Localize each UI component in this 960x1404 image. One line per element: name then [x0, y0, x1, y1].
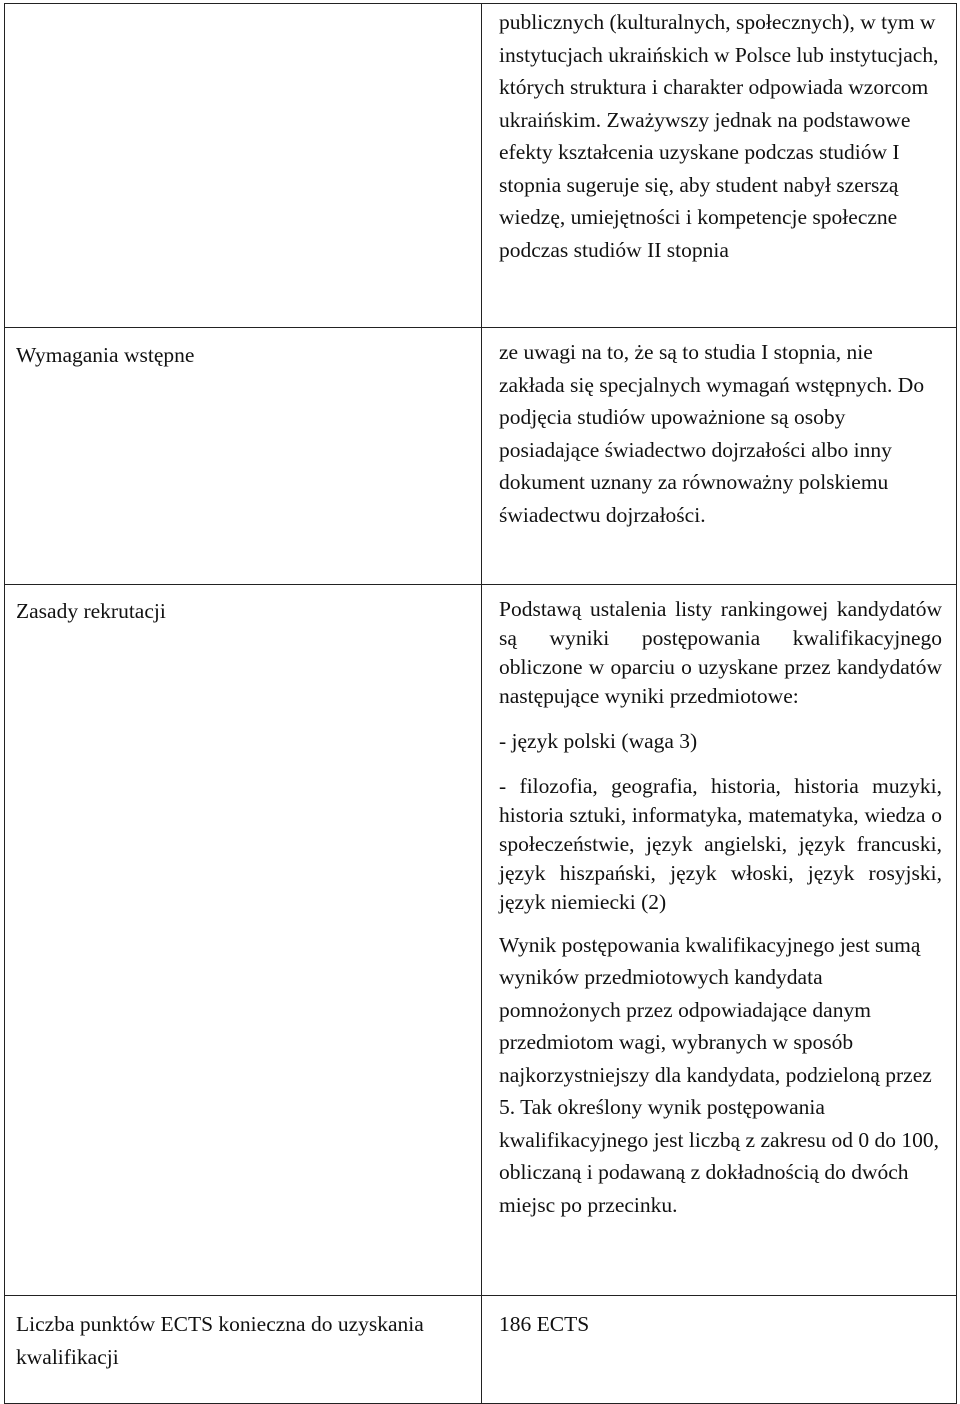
- recruitment-score-paragraph: Wynik postępowania kwalifikacyjnego jest sumą wyników przedmiotowych kandydata pomnożonych przez odpowiadające danym przedmiotom wagi, wybranych w sposób najkorzystniejszy dla kandydata, podzieloną przez 5. Tak określony wynik postępowania kwalifikacyjnego jest liczbą z zakresu od 0 do 100, obliczaną i podawaną z dokładnością do dwóch miejsc po przecinku.: [499, 932, 940, 1217]
- row-label: [5, 1296, 482, 1404]
- row-content: [482, 328, 957, 585]
- row-label-text: Zasady rekrutacji: [16, 599, 166, 623]
- table-row: [5, 1296, 957, 1404]
- row-label-text: Wymagania wstępne: [16, 343, 195, 367]
- recruitment-subjects-weight: - filozofia, geografia, historia, historia muzyki, historia sztuki, informatyka, matematyka, wiedza o społeczeństwie, język angielski, język francuski, język hiszpański, język włoski, język rosyjski, język niemiecki (2): [499, 773, 942, 914]
- row-content: [482, 1296, 957, 1404]
- entry-requirements-paragraph: ze uwagi na to, że są to studia I stopnia, nie zakłada się specjalnych wymagań wstępnych. Do podjęcia studiów upoważnione są osoby posiadające świadectwo dojrzałości albo inny dokument uznany za równoważny polskiemu świadectwu dojrzałości.: [499, 340, 925, 527]
- profile-continuation-paragraph: publicznych (kulturalnych, społecznych), w tym w instytucjach ukraińskich w Polsce lub instytucjach, których struktura i charakter odpowiada wzorcom ukraińskim. Zważywszy jednak na podstawowe efekty kształcenia uzyskane podczas studiów I stopnia sugeruje się, aby student nabył szerszą wiedzę, umiejętności i kompetencje społeczne podczas studiów II stopnia: [499, 10, 939, 262]
- row-content: [482, 4, 957, 328]
- row-label: [5, 4, 482, 328]
- table-row: [5, 328, 957, 585]
- row-label: [5, 585, 482, 1296]
- row-label: [5, 328, 482, 585]
- program-spec-table: [4, 3, 957, 1404]
- table-row: [5, 4, 957, 328]
- row-label-text: Liczba punktów ECTS konieczna do uzyskania kwalifikacji: [16, 1312, 424, 1369]
- ects-value: 186 ECTS: [499, 1312, 590, 1336]
- recruitment-polish-weight: - język polski (waga 3): [499, 729, 698, 753]
- recruitment-intro-paragraph: Podstawą ustalenia listy rankingowej kandydatów są wyniki postępowania kwalifikacyjnego obliczone w oparciu o uzyskane przez kandydatów następujące wyniki przedmiotowe:: [499, 597, 942, 708]
- row-content: [482, 585, 957, 1296]
- table-row: [5, 585, 957, 1296]
